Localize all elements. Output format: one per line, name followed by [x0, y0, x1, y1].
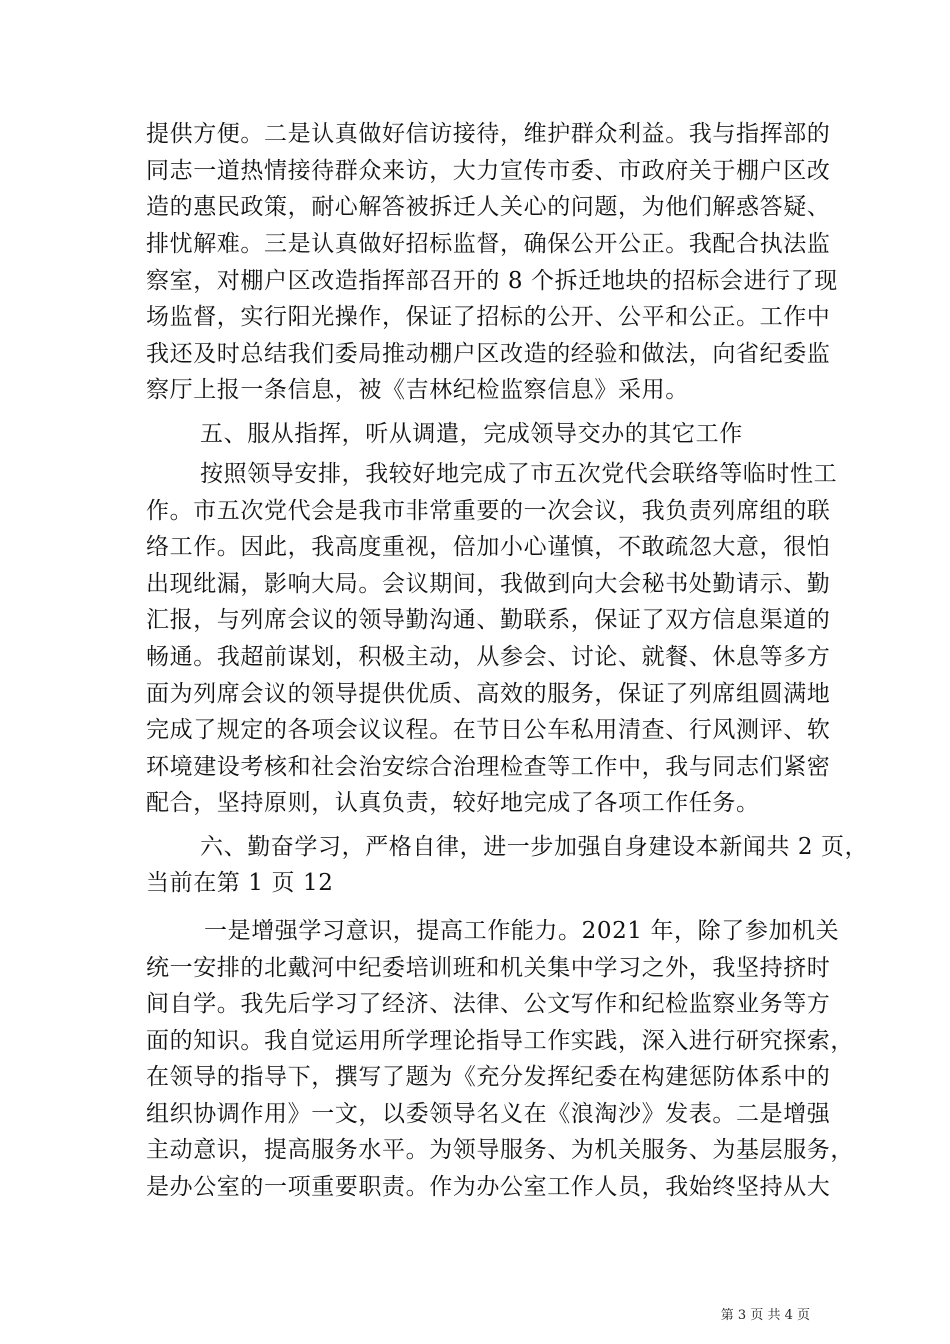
text-line: 主动意识，提高服务水平。为领导服务、为机关服务、为基层服务， — [146, 1137, 854, 1163]
text-line: 同志一道热情接待群众来访，大力宣传市委、市政府关于棚户区改 — [146, 158, 831, 184]
text-line: 畅通。我超前谋划，积极主动，从参会、讨论、就餐、休息等多方 — [146, 644, 831, 670]
section-heading-six: 六、勤奋学习，严格自律，进一步加强自身建设本新闻共 2 页， — [200, 834, 869, 860]
text-line: 汇报，与列席会议的领导勤沟通、勤联系，保证了双方信息渠道的 — [146, 607, 831, 633]
text-line: 面的知识。我自觉运用所学理论指导工作实践，深入进行研究探索， — [146, 1028, 854, 1054]
text-line: 察室，对棚户区改造指挥部召开的 8 个拆迁地块的招标会进行了现 — [146, 268, 838, 294]
text-line: 当前在第 1 页 12 — [146, 870, 334, 896]
paragraph-first-line: 按照领导安排，我较好地完成了市五次党代会联络等临时性工 — [200, 461, 838, 487]
text-line: 场监督，实行阳光操作，保证了招标的公开、公平和公正。工作中 — [146, 304, 831, 330]
text-line: 络工作。因此，我高度重视，倍加小心谨慎，不敢疏忽大意，很怕 — [146, 534, 831, 560]
text-line: 统一安排的北戴河中纪委培训班和机关集中学习之外，我坚持挤时 — [146, 955, 831, 981]
text-line: 环境建设考核和社会治安综合治理检查等工作中，我与同志们紧密 — [146, 754, 831, 780]
text-line: 组织协调作用》一文，以委领导名义在《浪淘沙》发表。二是增强 — [146, 1101, 831, 1127]
text-line — [146, 1206, 808, 1240]
section-heading-five: 五、服从指挥，听从调遣，完成领导交办的其它工作 — [200, 421, 743, 447]
text-line: 面为列席会议的领导提供优质、高效的服务，保证了列席组圆满地 — [146, 681, 831, 707]
text-line: 造的惠民政策，耐心解答被拆迁人关心的问题，为他们解惑答疑、 — [146, 194, 831, 220]
text-line: 察厅上报一条信息，被《吉林纪检监察信息》采用。 — [146, 377, 689, 403]
page-footer: 第 3 页 共 4 页 — [720, 1308, 810, 1323]
paragraph-first-line: 一是增强学习意识，提高工作能力。2021 年，除了参加机关 — [204, 918, 840, 944]
text-line: 是办公室的一项重要职责。作为办公室工作人员，我始终坚持从大 — [146, 1174, 831, 1200]
text-line: 出现纰漏，影响大局。会议期间，我做到向大会秘书处勤请示、勤 — [146, 571, 831, 597]
text-line: 我还及时总结我们委局推动棚户区改造的经验和做法，向省纪委监 — [146, 341, 831, 367]
text-line: 作。市五次党代会是我市非常重要的一次会议，我负责列席组的联 — [146, 498, 831, 524]
text-line: 提供方便。二是认真做好信访接待，维护群众利益。我与指挥部的 — [146, 121, 831, 147]
text-line: 配合，坚持原则，认真负责，较好地完成了各项工作任务。 — [146, 790, 760, 816]
text-line: 间自学。我先后学习了经济、法律、公文写作和纪检监察业务等方 — [146, 991, 831, 1017]
text-line: 排忧解难。三是认真做好招标监督，确保公开公正。我配合执法监 — [146, 231, 831, 257]
text-line: 在领导的指导下，撰写了题为《充分发挥纪委在构建惩防体系中的 — [146, 1064, 831, 1090]
text-line: 完成了规定的各项会议议程。在节日公车私用清查、行风测评、软 — [146, 717, 831, 743]
